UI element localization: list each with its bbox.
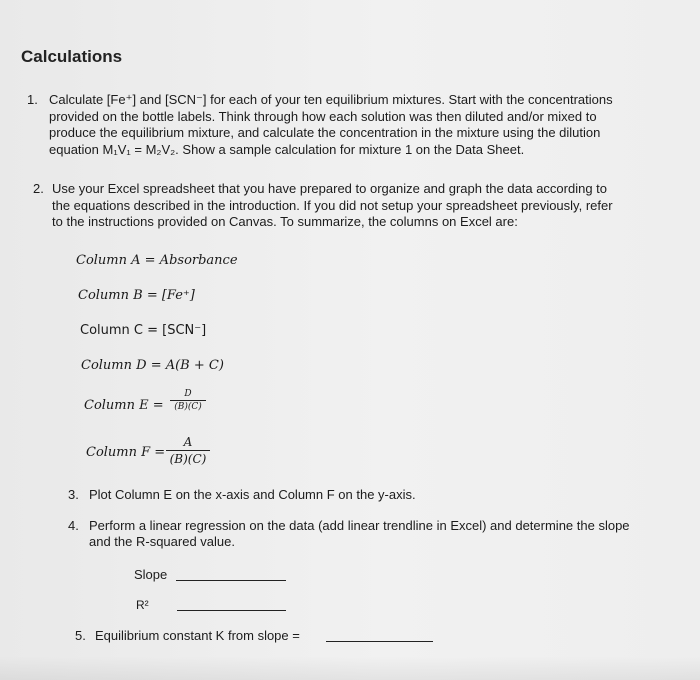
fraction-bar — [166, 450, 210, 451]
column-d-definition: Column D = A(B + C) — [81, 358, 224, 373]
bottom-shadow — [0, 656, 700, 680]
r-squared-label: R² — [136, 598, 149, 612]
column-f-label: Column F = — [86, 445, 166, 460]
item-4-line-1: Perform a linear regression on the data (add linear trendline in Excel) and determine the slope — [89, 518, 630, 533]
item-3-text: Plot Column E on the x-axis and Column F on the y-axis. — [89, 487, 416, 502]
item-1-line-3: produce the equilibrium mixture, and calculate the concentration in the mixture using the dilution — [49, 125, 601, 140]
item-2-number: 2. — [33, 181, 44, 196]
column-e-label: Column E = — [84, 398, 164, 413]
column-c-definition: Column C = [SCN⁻] — [80, 323, 207, 338]
item-1-line-1: Calculate [Fe⁺] and [SCN⁻] for each of your ten equilibrium mixtures. Start with the concentrations — [49, 92, 613, 107]
fraction-bar — [170, 400, 206, 401]
column-f-numerator: A — [183, 435, 193, 449]
item-4-number: 4. — [68, 518, 79, 533]
item-5-number: 5. — [75, 628, 86, 643]
slope-answer-line[interactable] — [176, 580, 286, 581]
slope-label: Slope — [134, 567, 168, 582]
column-e-fraction — [170, 389, 206, 412]
column-e-denominator: (B)(C) — [174, 402, 202, 412]
item-5-text: Equilibrium constant K from slope = — [95, 628, 300, 643]
column-f-denominator: (B)(C) — [169, 452, 207, 466]
item-2-line-3: to the instructions provided on Canvas. To summarize, the columns on Excel are: — [52, 214, 518, 229]
item-4-line-2: and the R-squared value. — [89, 534, 235, 549]
column-e-numerator: D — [184, 389, 192, 399]
item-1-line-2: provided on the bottle labels. Think through how each solution was then diluted and/or mixed to — [49, 108, 597, 124]
item-3-number: 3. — [68, 487, 79, 502]
column-a-definition: Column A = Absorbance — [76, 253, 238, 268]
column-b-definition: Column B = [Fe⁺] — [78, 288, 195, 303]
item-1-line-4: equation M₁V₁ = M₂V₂. Show a sample calculation for mixture 1 on the Data Sheet. — [49, 141, 525, 157]
section-title: Calculations — [21, 47, 123, 66]
equilibrium-constant-answer-line[interactable] — [326, 641, 433, 642]
column-f-fraction — [166, 435, 210, 466]
item-1-number: 1. — [27, 92, 38, 107]
r-squared-answer-line[interactable] — [177, 610, 286, 611]
item-2-line-1: Use your Excel spreadsheet that you have prepared to organize and graph the data according to — [52, 181, 608, 196]
item-2-line-2: the equations described in the introduction. If you did not setup your spreadsheet previously, refer — [52, 197, 613, 213]
